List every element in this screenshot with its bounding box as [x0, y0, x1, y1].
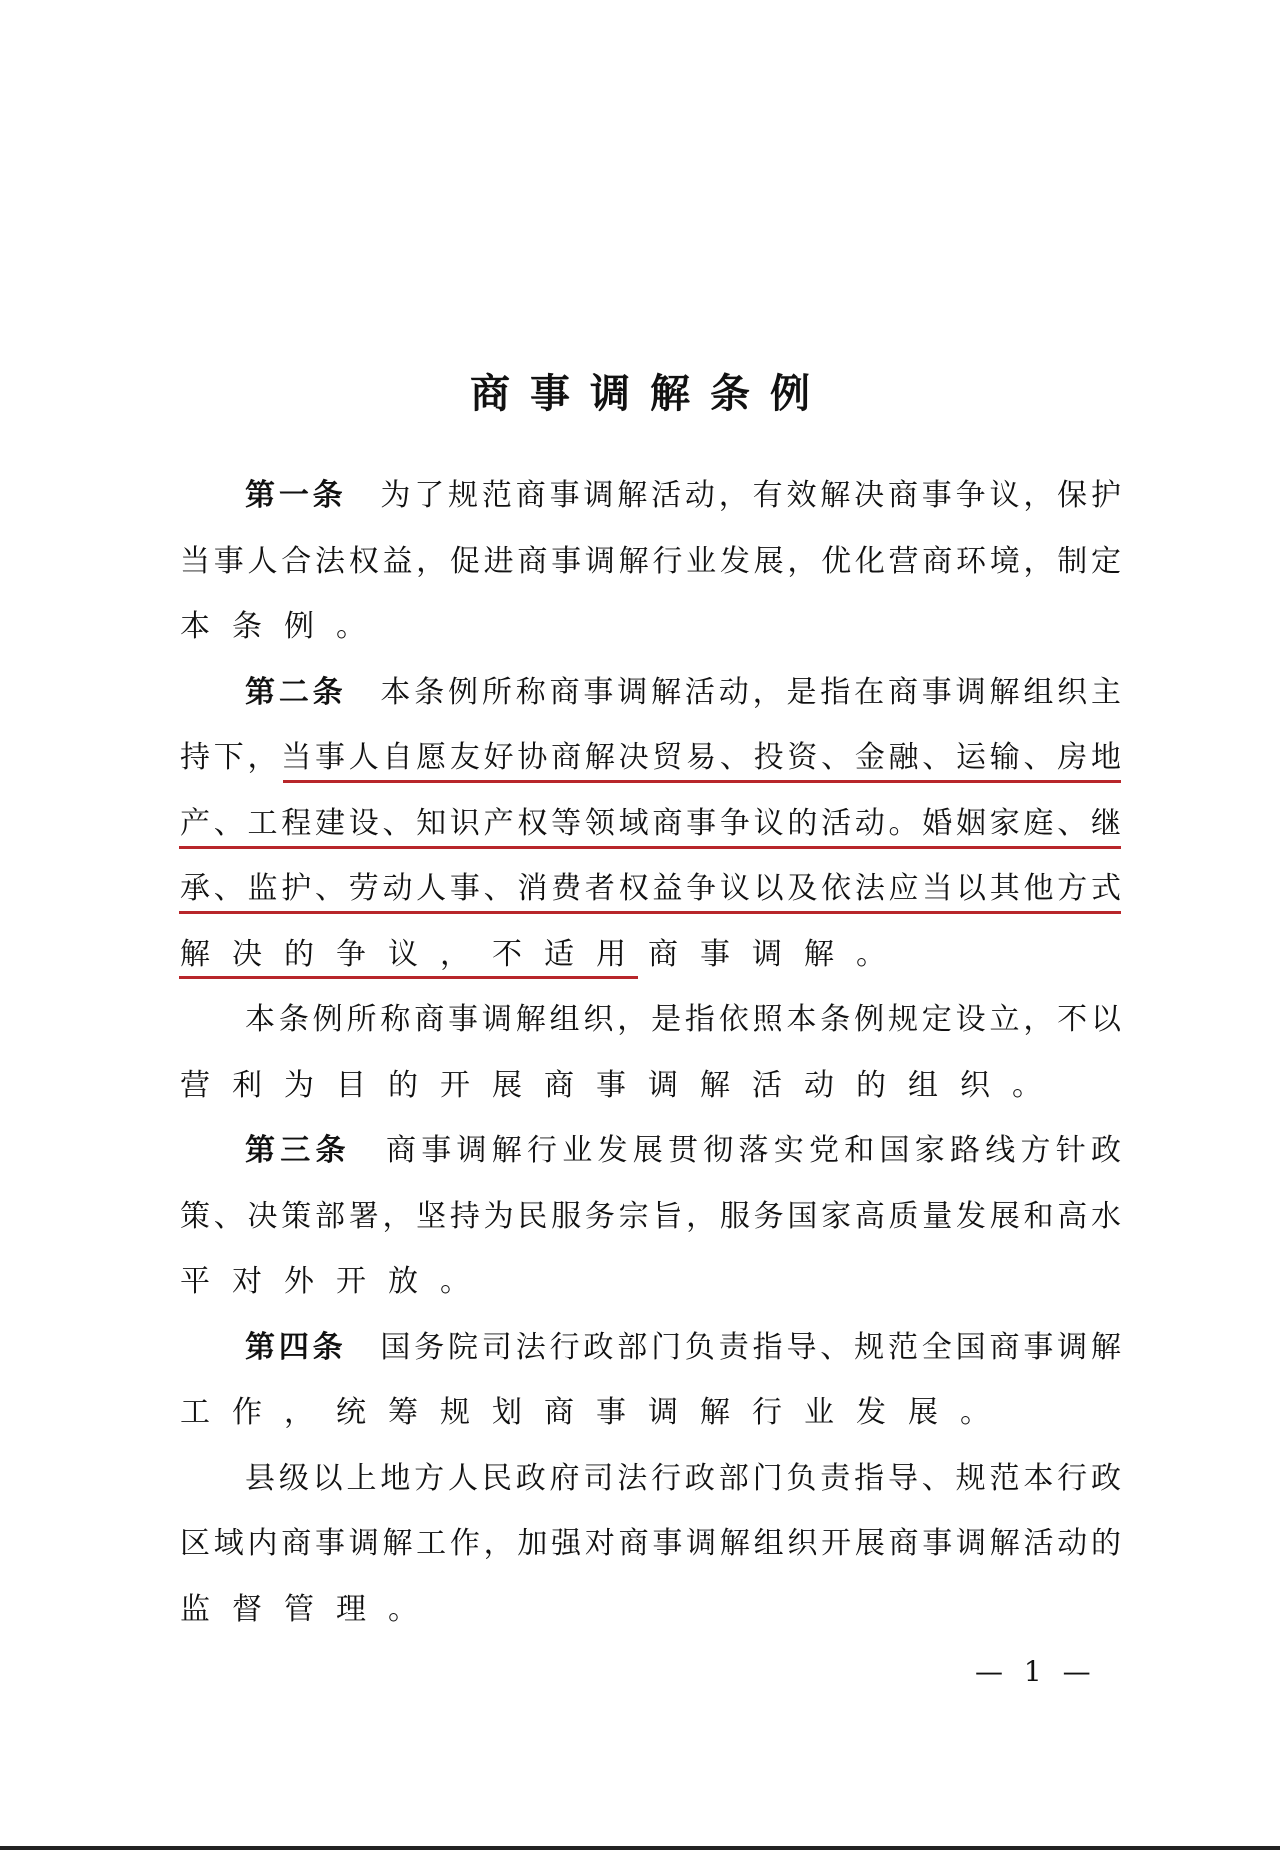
page-number: — 1 — [975, 1655, 1097, 1688]
text-line [180, 1380, 1121, 1446]
red-underline [179, 911, 1121, 914]
red-underline [179, 976, 638, 979]
line-text: 工作，统筹规划商事调解行业发展。 [180, 1395, 1012, 1430]
line-text: 本条例所称商事调解活动，是指在商事调解组织主 [346, 674, 1122, 710]
line-text: 平对外开放。 [180, 1264, 492, 1299]
text-line [180, 660, 1121, 726]
line-text: 解决的争议，不适用商事调解。 [180, 936, 908, 972]
text-line [180, 1053, 1121, 1119]
line-text: 监督管理。 [180, 1591, 440, 1627]
line-text: 商事调解行业发展贯彻落实党和国家路线方针政 [350, 1133, 1121, 1168]
text-line [180, 1249, 1121, 1315]
line-text: 承、监护、劳动人事、消费者权益争议以及依法应当以其他方式 [180, 871, 1121, 906]
text-line [180, 1118, 1121, 1184]
text-line [180, 987, 1121, 1053]
document-title: 商事调解条例 [470, 370, 830, 417]
line-text: 策、决策部署，坚持为民服务宗旨，服务国家高质量发展和高水 [180, 1198, 1121, 1234]
line-text: 产、工程建设、知识产权等领域商事争议的活动。婚姻家庭、继 [180, 805, 1121, 841]
text-line [180, 1577, 1121, 1643]
line-text: 营利为目的开展商事调解活动的组织。 [180, 1067, 1064, 1103]
line-text: 国务院司法行政部门负责指导、规范全国商事调解 [346, 1329, 1122, 1365]
line-text: 持下，当事人自愿友好协商解决贸易、投资、金融、运输、房地 [180, 740, 1121, 775]
article-label: 第二条 [245, 674, 347, 710]
line-text: 当事人合法权益，促进商事调解行业发展，优化营商环境，制定 [180, 543, 1121, 579]
scan-edge [0, 1846, 1280, 1850]
text-line [180, 1511, 1121, 1577]
article-label: 第一条 [245, 478, 347, 513]
text-line [180, 463, 1121, 529]
text-line [180, 529, 1121, 595]
document-body [180, 463, 1121, 1642]
line-text: 区域内商事调解工作，加强对商事调解组织开展商事调解活动的 [180, 1526, 1121, 1561]
text-line [180, 1446, 1121, 1512]
line-text: 县级以上地方人民政府司法行政部门负责指导、规范本行政 [245, 1460, 1121, 1496]
red-underline [283, 780, 1121, 783]
red-underline [179, 846, 1121, 849]
line-text: 本条例所称商事调解组织，是指依照本条例规定设立，不以 [245, 1002, 1121, 1037]
text-line [180, 1315, 1121, 1381]
text-line [180, 1184, 1121, 1250]
article-label: 第四条 [245, 1329, 347, 1365]
line-text: 为了规范商事调解活动，有效解决商事争议，保护 [346, 478, 1122, 513]
article-label: 第三条 [245, 1133, 351, 1168]
line-text: 本条例。 [180, 609, 388, 644]
text-line [180, 594, 1121, 660]
